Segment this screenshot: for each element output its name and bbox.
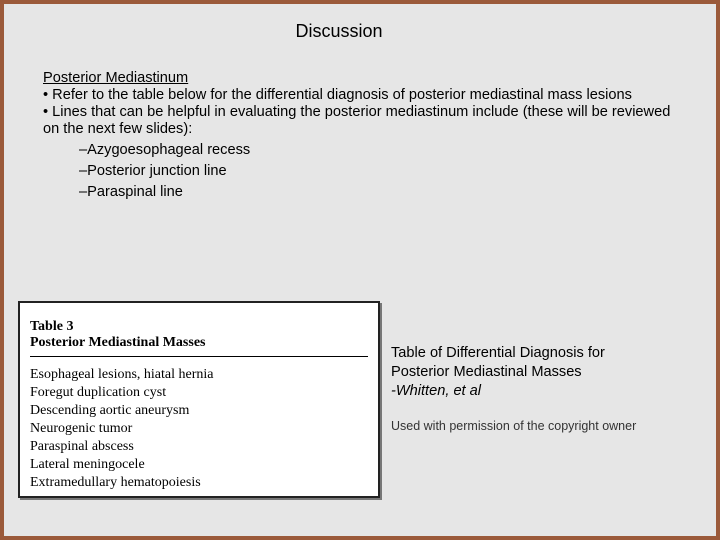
caption-line-2: Posterior Mediastinal Masses <box>391 364 582 380</box>
table-row: Paraspinal abscess <box>30 439 134 454</box>
slide-title: Discussion <box>295 21 383 41</box>
sub-item-posterior-junction: –Posterior junction line <box>79 163 227 179</box>
permission-note: Used with permission of the copyright owner <box>391 419 637 433</box>
caption-line-1: Table of Differential Diagnosis for <box>391 345 605 361</box>
table-row: Descending aortic aneurysm <box>30 403 190 418</box>
table-row: Foregut duplication cyst <box>30 385 167 400</box>
sub-item-azygoesophageal: –Azygoesophageal recess <box>79 142 251 158</box>
table-title: Table 3 <box>30 319 74 334</box>
sub-item-paraspinal: –Paraspinal line <box>79 184 183 200</box>
slide <box>4 4 716 536</box>
bullet-differential: • Refer to the table below for the differential diagnosis of posterior mediastinal mass lesions <box>43 87 632 103</box>
table-divider <box>30 356 368 357</box>
caption-author: -Whitten, et al <box>391 383 482 399</box>
table-row: Extramedullary hematopoiesis <box>30 475 201 490</box>
table-rows <box>30 366 214 492</box>
table-row: Neurogenic tumor <box>30 421 133 436</box>
table-caption <box>391 344 691 401</box>
body-text <box>43 70 673 201</box>
table-image <box>18 301 380 498</box>
bullet-lines: • Lines that can be helpful in evaluating the posterior mediastinum include (these will be reviewed on the next few slides): <box>43 104 671 137</box>
table-row: Lateral meningocele <box>30 457 145 472</box>
table-subtitle: Posterior Mediastinal Masses <box>30 335 206 350</box>
table-row: Esophageal lesions, hiatal hernia <box>30 367 214 382</box>
section-heading: Posterior Mediastinum <box>43 70 189 86</box>
